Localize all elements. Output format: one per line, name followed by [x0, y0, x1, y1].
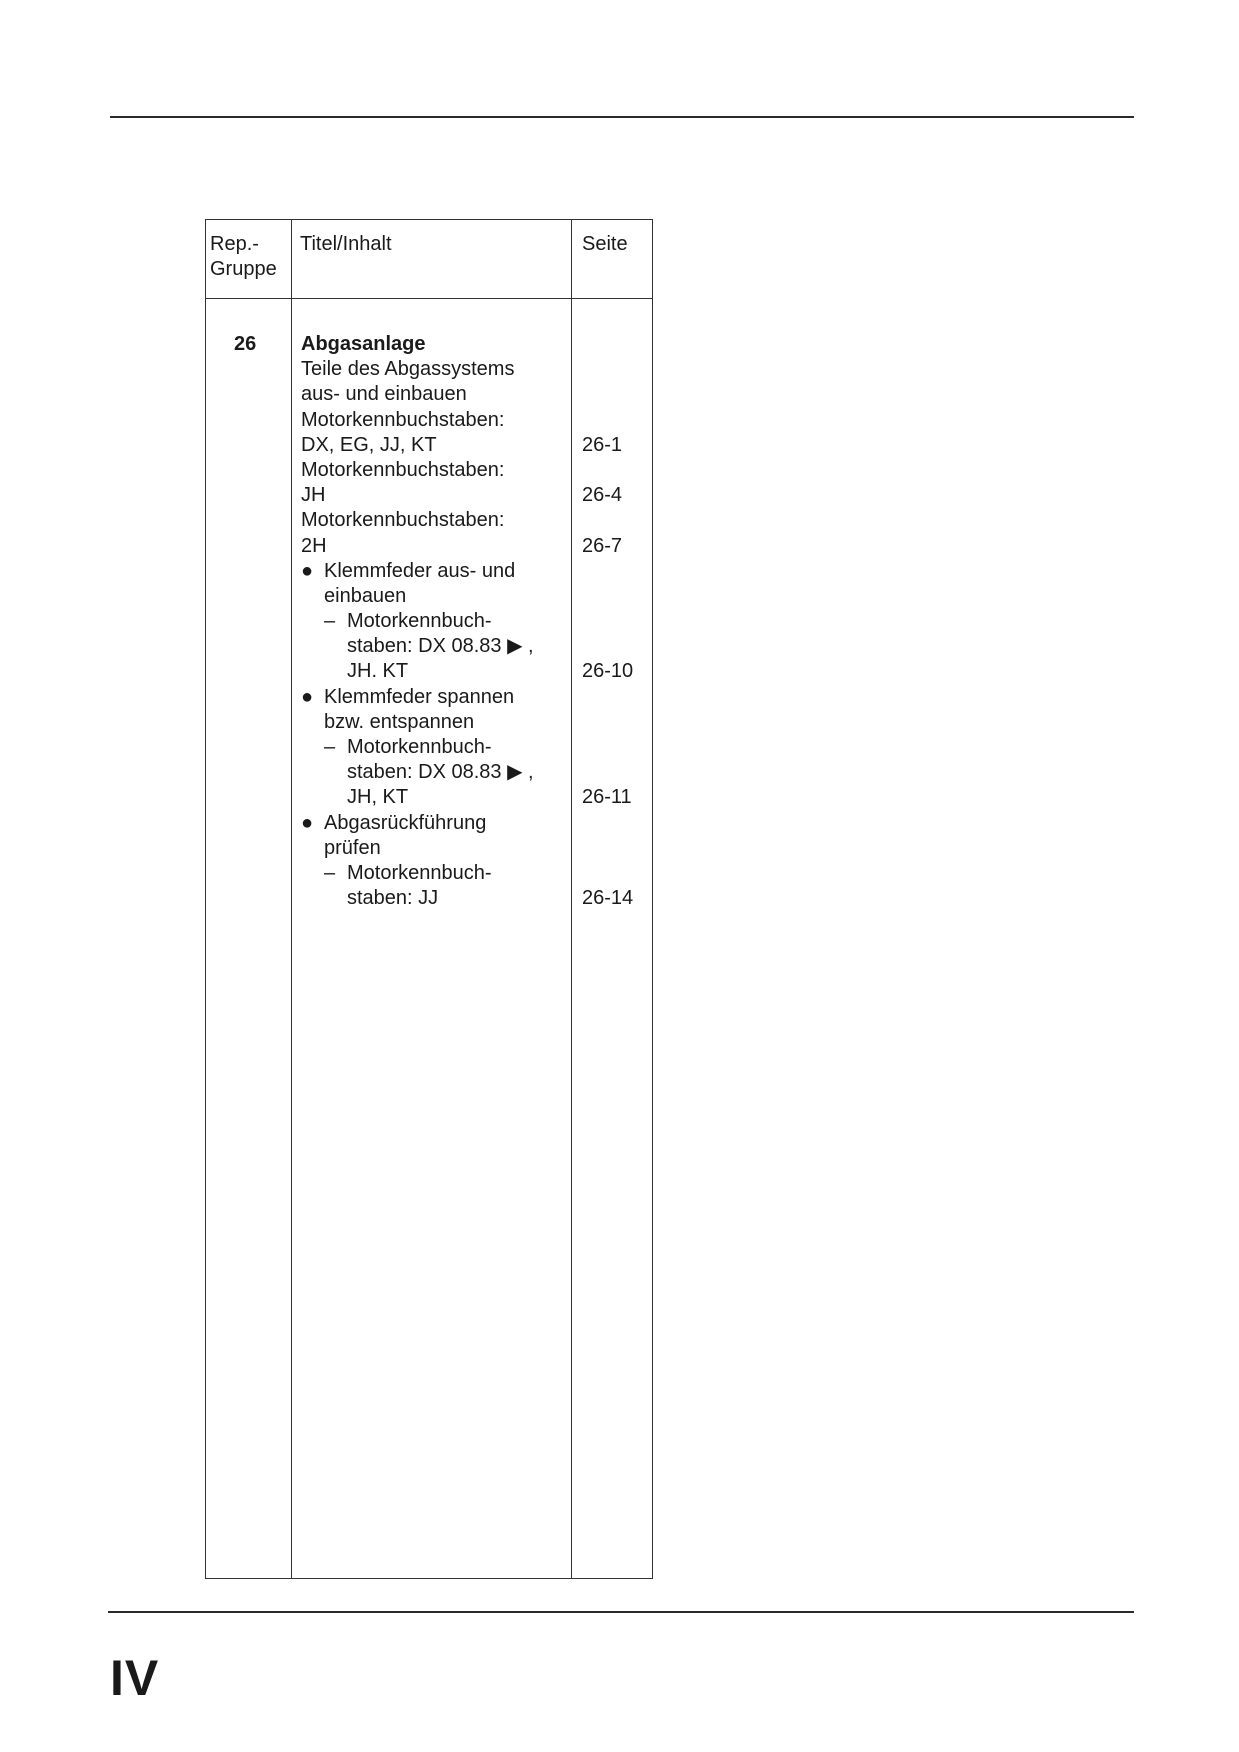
entry-line: staben: DX 08.83 ▶ ,	[347, 761, 534, 784]
page-number: IV	[110, 1650, 160, 1706]
column-divider	[291, 220, 292, 1578]
contents-table	[205, 219, 653, 1579]
bullet-item: ● Abgasrückführung	[301, 811, 563, 836]
entry-line: JH, KT	[347, 786, 409, 809]
dash-icon: –	[324, 736, 336, 758]
entry-line: Motorkennbuchstaben:	[301, 509, 505, 532]
entry-line: JH. KT	[347, 660, 409, 683]
page-ref: 26-7	[582, 534, 623, 557]
dash-item: – Motorkennbuch-	[301, 861, 563, 886]
titel-column	[301, 332, 563, 911]
section-title: Abgasanlage	[301, 333, 426, 355]
column-divider	[571, 220, 572, 1578]
page-ref: 26-11	[582, 786, 632, 809]
dash-icon: –	[324, 861, 336, 884]
bullet-icon: ●	[301, 685, 314, 708]
page-ref: 26-4	[582, 484, 623, 507]
dash-item: – Motorkennbuch-	[301, 735, 563, 760]
entry-line: Motorkennbuchstaben:	[301, 408, 505, 431]
page-ref: 26-10	[582, 660, 634, 683]
entry-line: 2H	[301, 534, 327, 557]
entry-line: bzw. entspannen	[324, 710, 475, 733]
header-rep-gruppe: Rep.- Gruppe	[210, 233, 277, 280]
bullet-item: ● Klemmfeder aus- und	[301, 559, 563, 584]
seite-column	[582, 332, 633, 911]
entry-line: Motorkennbuchstaben:	[301, 458, 505, 481]
entry-line: JH	[301, 484, 326, 507]
header-titel-inhalt: Titel/Inhalt	[300, 233, 392, 255]
page-ref: 26-1	[582, 433, 623, 456]
header-divider	[206, 298, 652, 299]
bullet-item: ● Klemmfeder spannen	[301, 685, 563, 710]
dash-icon: –	[324, 610, 336, 633]
entry-line: einbauen	[324, 584, 407, 607]
group-number: 26	[234, 333, 257, 355]
bullet-icon: ●	[301, 559, 314, 582]
entry-line: Teile des Abgassystems	[301, 358, 515, 381]
entry-line: staben: DX 08.83 ▶ ,	[347, 635, 534, 658]
top-rule	[110, 116, 1134, 118]
entry-line: aus- und einbauen	[301, 383, 467, 406]
entry-line: DX, EG, JJ, KT	[301, 433, 437, 456]
page-ref: 26-14	[582, 887, 634, 910]
bottom-rule	[108, 1611, 1134, 1613]
bullet-icon: ●	[301, 811, 314, 834]
entry-line: prüfen	[324, 836, 381, 859]
dash-item: – Motorkennbuch-	[301, 609, 563, 634]
entry-line: staben: JJ	[347, 887, 439, 910]
header-seite: Seite	[582, 233, 628, 255]
